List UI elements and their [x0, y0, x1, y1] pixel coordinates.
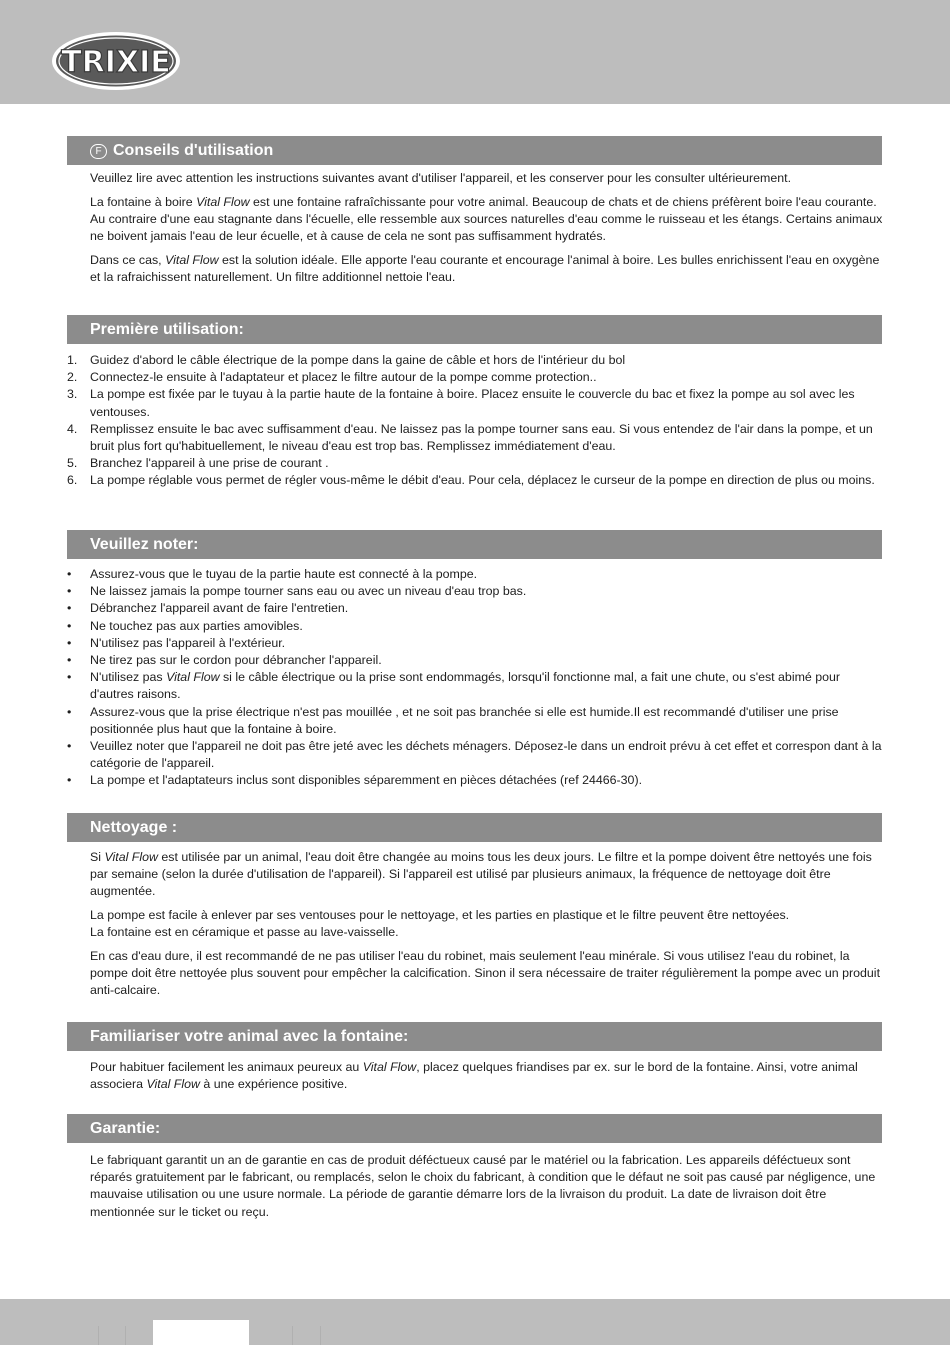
list-item: 5. Branchez l'appareil à une prise de courant .: [67, 456, 329, 471]
cleaning-paragraph-1: Si Vital Flow est utilisée par un animal, l'eau doit être changée au moins tous les deux jours. Le filtre et la pompe doivent être nettoyés une fois par semaine (selon la durée d'utilisation de l'appareil). Si l'appareil est utilisé par plusieurs animaux, la fréquence de nettoyage doit être augmentée.: [90, 850, 872, 899]
list-item: • Débranchez l'appareil avant de faire l'entretien.: [67, 601, 349, 616]
product-name: Vital Flow: [165, 253, 219, 267]
list-item: 6. La pompe réglable vous permet de régler vous-même le débit d'eau. Pour cela, déplacez le curseur de la pompe en direction de plus ou moins.: [67, 473, 875, 488]
trixie-logo: [50, 30, 182, 92]
list-item: 2. Connectez-le ensuite à l'adaptateur et placez le filtre autour de la pompe comme protection..: [67, 370, 597, 385]
list-item: • Assurez-vous que la prise électrique n'est pas mouillée , et ne soit pas branchée si elle est humide.Il est recommandé d'utiliser une prise positionnée plus haut que la fontaine à boire.: [67, 704, 839, 736]
list-item: • N'utilisez pas Vital Flow si le câble électrique ou la prise sont endommagés, lorsqu'il fonctionne mal, a fait une chute, ou s'est abimé pour d'autres raisons.: [67, 670, 841, 702]
notes-list: [0, 566, 885, 790]
list-item: 3. La pompe est fixée par le tuyau à la partie haute de la fontaine à boire. Placez ensuite le couvercle du bac et fixez la pompe au sol avec les ventouses.: [67, 387, 855, 419]
footer-band: [0, 1299, 950, 1345]
product-name: Vital Flow: [166, 670, 220, 685]
intro-paragraph-3: Dans ce cas, Vital Flow est la solution idéale. Elle apporte l'eau courante et encourage l'animal à boire. Les bulles enrichissent l'eau en oxygène et la rafraichissent naturellement. Un filtre additionnel nettoie l'eau.: [90, 253, 880, 285]
logo-text: TRIXIE: [61, 45, 171, 80]
product-name: Vital Flow: [196, 195, 250, 209]
list-item: • La pompe et l'adaptateurs inclus sont disponibles séparemment en pièces détachées (ref 24466-30).: [67, 773, 643, 788]
list-item: • N'utilisez pas l'appareil à l'extérieur.: [67, 635, 286, 650]
footer-divider: [125, 1326, 126, 1345]
warranty-paragraph: Le fabriquant garantit un an de garantie en cas de produit déféctueux causé par le matériel ou la fabrication. Les appareils déféctueux sont réparés gratuitement par le fabricant, ou remplacés, selon le choix du fabricant, à condition que le défaut ne soit pas causé par négligence, une mauvaise utilisation ou une usure normale. La période de garantie démarre lors de la livraison du produit. La date de livraison doit être mentionnée sur le ticket ou reçu.: [90, 1153, 876, 1219]
section-header-conseils: [67, 136, 882, 165]
section-title: Conseils d'utilisation: [113, 142, 274, 159]
intro-paragraph-2: La fontaine à boire Vital Flow est une fontaine rafraîchissante pour votre animal. Beaucoup de chats et de chiens préfèrent boire l'eau courante. Au contraire d'une eau stagnante dans l'écuelle, elle ressemble aux sources naturelles d'eau comme le ruisseau et les étangs. Certains animaux ne boivent jamais l'eau de leur écuelle, et à cause de cela ne sont pas suffisamment hydratés.: [90, 195, 883, 244]
cleaning-paragraph-2: La pompe est facile à enlever par ses ventouses pour le nettoyage, et les parties en plastique et le filtre peuvent être nettoyées. La fontaine est en céramique et passe au lave-vaisselle.: [90, 908, 790, 940]
list-item: 4. Remplissez ensuite le bac avec suffisamment d'eau. Ne laissez pas la pompe tourner sans eau. Si vous entendez de l'air dans la pompe, et un bruit plus fort qu'habituellement, le niveau d'eau est trop bas. Remplissez immédiatement d'eau.: [67, 421, 873, 454]
product-name: Vital Flow: [362, 1060, 417, 1074]
section-header-garantie: Garantie:: [67, 1114, 882, 1143]
product-name: Vital Flow: [146, 1077, 200, 1092]
section-header-premiere-utilisation: Première utilisation:: [67, 315, 882, 344]
intro-paragraph-1: Veuillez lire avec attention les instructions suivantes avant d'utiliser l'appareil, et les conserver pour les consulter ultérieurement.: [90, 171, 792, 185]
list-item: • Veuillez noter que l'appareil ne doit pas être jeté avec les déchets ménagers. Déposez-le dans un endroit prévu à cet effet et correspon dant à la catégorie de l'appareil.: [67, 739, 882, 771]
footer-page-box: [153, 1320, 249, 1345]
footer-divider: [98, 1326, 99, 1345]
footer-divider: [320, 1326, 321, 1345]
language-flag-badge: F: [90, 144, 107, 159]
footer-divider: [292, 1326, 293, 1345]
first-use-steps-list: [0, 352, 885, 490]
list-item: 1. Guidez d'abord le câble électrique de la pompe dans la gaine de câble et hors de l'intérieur du bol: [67, 353, 626, 367]
familiarize-paragraph: Pour habituer facilement les animaux peureux au Vital Flow, placez quelques friandises par ex. sur le bord de la fontaine. Ainsi, votre animal associera Vital Flow à une expérience positive.: [90, 1060, 858, 1092]
product-name: Vital Flow: [104, 850, 158, 864]
list-item: • Ne laissez jamais la pompe tourner sans eau ou avec un niveau d'eau trop bas.: [67, 584, 527, 599]
section-header-familiariser: Familiariser votre animal avec la fontaine:: [67, 1022, 882, 1051]
section-header-nettoyage: Nettoyage :: [67, 813, 882, 842]
cleaning-paragraph-3: En cas d'eau dure, il est recommandé de ne pas utiliser l'eau du robinet, mais seulement l'eau minérale. Si vous utilisez l'eau du robinet, la pompe doit être nettoyée plus souvent pour empêcher la calcification. Sinon il sera nécessaire de traiter régulièrement la pompe avec un produit anti-calcaire.: [90, 949, 881, 998]
list-item: • Ne touchez pas aux parties amovibles.: [67, 618, 303, 633]
list-item: • Assurez-vous que le tuyau de la partie haute est connecté à la pompe.: [67, 567, 478, 581]
section-header-veuillez-noter: Veuillez noter:: [67, 530, 882, 559]
list-item: • Ne tirez pas sur le cordon pour débrancher l'appareil.: [67, 653, 382, 668]
